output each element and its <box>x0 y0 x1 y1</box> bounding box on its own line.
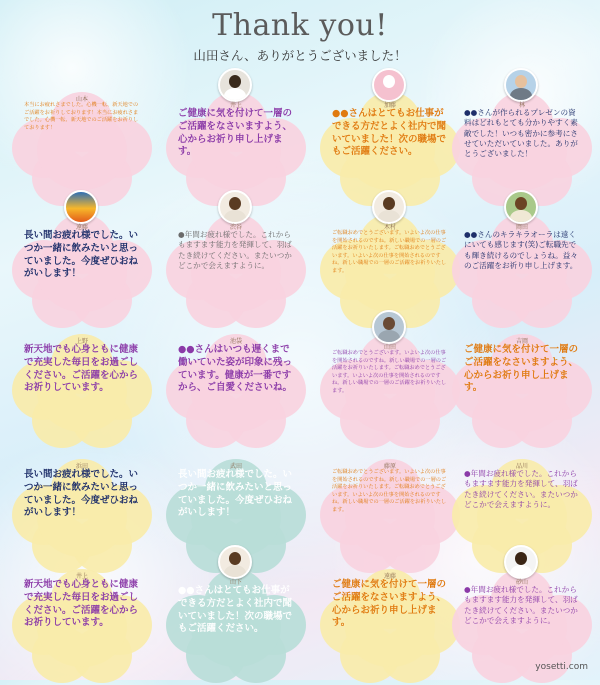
sender-name: 武田 <box>229 463 242 470</box>
sender-name: 林 <box>518 102 525 109</box>
sender-name: 木村 <box>383 224 396 231</box>
sender-name: 加藤 <box>383 102 396 109</box>
sender-name: 山下 <box>229 579 242 586</box>
message-text: ●●さんはいつも遅くまで働いていた姿が印象に残っています。健康が一番ですから、ご自愛くださいね。 <box>178 344 293 394</box>
page-subtitle: 山田さん、ありがとうございました！ <box>193 48 407 63</box>
avatar-head <box>383 197 395 210</box>
sender-name: 藤原 <box>383 463 396 470</box>
message-card <box>12 210 152 330</box>
avatar <box>372 68 406 102</box>
message-card <box>320 565 460 685</box>
message-card <box>452 210 592 330</box>
page-title: Thank you! <box>212 8 388 43</box>
avatar <box>64 190 98 224</box>
avatar <box>218 545 252 579</box>
message-text: 新天地でも心身ともに健康で充実した毎日をお過ごしください。ご活躍を心からお祈りしています。 <box>24 344 139 394</box>
sender-name: 渋谷 <box>229 224 242 231</box>
message-card <box>166 565 306 685</box>
message-text: ●年間お疲れ様でした。これからもますます能力を発揮して、羽ばたき続けてください。またいつかどこかで会えますように。 <box>178 230 292 270</box>
sender-name: 池袋 <box>229 338 242 345</box>
avatar-head <box>515 552 527 565</box>
sender-name: 井上 <box>229 102 242 109</box>
sender-name: 井上 <box>75 573 88 580</box>
message-text: ご健康に気を付けて一層のご活躍をなさいますよう、心からお祈り申し上げます。 <box>332 579 447 629</box>
message-card <box>12 565 152 685</box>
sender-name: 遠藤 <box>75 224 88 231</box>
avatar <box>218 190 252 224</box>
message-text: ご健康に気を付けて一層のご活躍をなさいますよう、心からお祈り申し上げます。 <box>464 344 579 394</box>
avatar <box>372 190 406 224</box>
sender-name: 山本 <box>75 96 88 103</box>
message-card <box>166 210 306 330</box>
message-text: ●●さんはとてもお仕事ができる方だとよく社内で聞いていました！次の職場でもご活躍ください。 <box>178 585 293 635</box>
sender-name: 山田 <box>383 344 396 351</box>
avatar-head <box>383 75 395 88</box>
avatar-head <box>383 317 395 330</box>
avatar <box>218 68 252 102</box>
avatar <box>504 190 538 224</box>
message-card <box>320 455 460 575</box>
sender-name: 砂山 <box>515 579 528 586</box>
message-card <box>12 455 152 575</box>
message-text: ご転職おめでとうございます。いよいよ次の仕事を開始されるのですね。新しい職場での一層のご活躍をお祈りいたします。ご転職おめでとうございます。いよいよ次の仕事を開始されるのですね。新しい職場での一層のご活躍をお祈りいたします。 <box>332 230 447 274</box>
avatar-head <box>229 197 241 210</box>
message-text: ●●さんはとてもお仕事ができる方だとよく社内で聞いていました！次の職場でもご活躍ください。 <box>332 108 447 158</box>
message-card <box>452 330 592 450</box>
avatar <box>504 545 538 579</box>
message-text: ご健康に気を付けて一層のご活躍をなさいますよう、心からお祈り申し上げます。 <box>178 108 293 158</box>
avatar-head <box>515 197 527 210</box>
message-text: 長い間お疲れ様でした。いつか一緒に飲みたいと思っていました。今度ぜひおねがいします！ <box>24 230 139 280</box>
message-text: 長い間お疲れ様でした。いつか一緒に飲みたいと思っていました。今度ぜひおねがいします！ <box>24 469 139 519</box>
message-text: ●年間お疲れ様でした。これからもますます能力を発揮して、羽ばたき続けてください。またいつかどこかで会えますように。 <box>464 469 578 509</box>
avatar-head <box>229 75 241 88</box>
avatar-head <box>229 552 241 565</box>
message-text: 本当にお疲れさまでした。心機一転、新天地でのご活躍をお祈りしております！本当にお疲れさまでした。心機一転、新天地でのご活躍をお祈りしております！ <box>24 102 139 131</box>
avatar <box>504 68 538 102</box>
avatar <box>372 310 406 344</box>
avatar-head <box>75 197 87 210</box>
sender-name: 岡田 <box>515 224 528 231</box>
sender-name: 吉岡 <box>515 338 528 345</box>
avatar-head <box>515 75 527 88</box>
message-text: ご転職おめでとうございます。いよいよ次の仕事を開始されるのですね。新しい職場での一層のご活躍をお祈りいたします。ご転職おめでとうございます。いよいよ次の仕事を開始されるのですね。新しい職場での一層のご活躍をお祈りいたします。 <box>332 469 447 513</box>
message-text: ●●さんのキラキラオーラは遠くにいても感じます(笑)ご転職先でも輝き続けるのでしょうね。益々のご活躍をお祈り申し上げます。 <box>464 230 578 270</box>
message-text: 新天地でも心身ともに健康で充実した毎日をお過ごしください。ご活躍を心からお祈りしています。 <box>24 579 139 629</box>
message-text: ●●さんが作られるプレゼンの資料はどれもとても分かりやすく素敵でした！いつも密かに参考にさせていただいていました。ありがとうございました！ <box>464 108 578 158</box>
message-text: ●年間お疲れ様でした。これからもますます能力を発揮して、羽ばたき続けてください。またいつかどこかで会えますように。 <box>464 585 578 625</box>
message-text: 長い間お疲れ様でした。いつか一緒に飲みたいと思っていました。今度ぜひおねがいします！ <box>178 469 293 519</box>
message-text: ご転職おめでとうございます。いよいよ次の仕事を開始されるのですね。新しい職場での一層のご活躍をお祈りいたします。ご転職おめでとうございます。いよいよ次の仕事を開始されるのですね。新しい職場での一層のご活躍をお祈りいたします。 <box>332 350 447 394</box>
sender-name: 浜田 <box>75 463 88 470</box>
message-card <box>320 330 460 450</box>
message-card <box>166 330 306 450</box>
brand-footer: yosetti.com <box>535 662 588 672</box>
sender-name: 上野 <box>75 338 88 345</box>
sender-name: 品川 <box>515 463 528 470</box>
sender-name: 遠藤 <box>383 573 396 580</box>
message-card <box>12 330 152 450</box>
